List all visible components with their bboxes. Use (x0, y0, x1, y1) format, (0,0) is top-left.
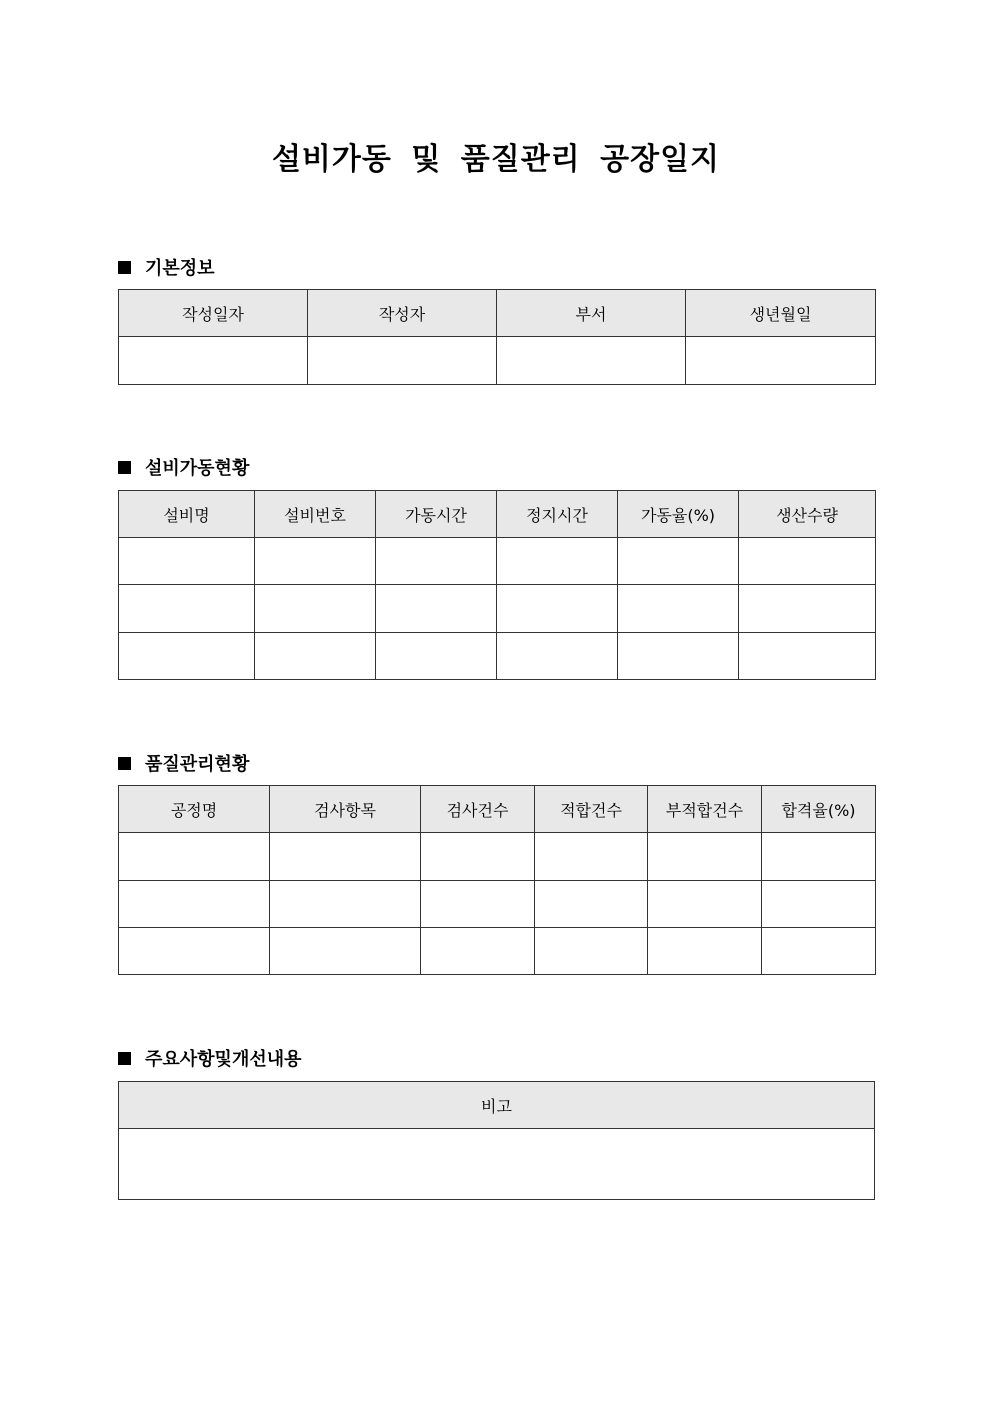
header-cell: 부적합건수 (648, 786, 762, 833)
table-cell[interactable] (421, 833, 535, 881)
header-cell: 설비번호 (255, 491, 376, 538)
table-cell[interactable] (618, 538, 739, 585)
table-row (119, 633, 876, 680)
table-header-row (119, 786, 876, 833)
document-title: 설비가동 및 품질관리 공장일지 (271, 142, 721, 177)
table-cell[interactable] (119, 585, 255, 633)
table-cell[interactable] (119, 538, 255, 585)
table-cell[interactable] (119, 833, 270, 881)
table-cell[interactable] (421, 881, 535, 928)
header-cell: 정지시간 (497, 491, 618, 538)
table-cell[interactable] (255, 538, 376, 585)
input-cell-author[interactable] (308, 337, 497, 385)
table-cell[interactable] (421, 928, 535, 975)
remarks-header: 비고 (119, 1082, 875, 1129)
table-header-row (119, 491, 876, 538)
notes-table (118, 1081, 875, 1200)
header-cell: 검사건수 (421, 786, 535, 833)
table-cell[interactable] (119, 633, 255, 680)
table-row (119, 881, 876, 928)
table-cell[interactable] (535, 928, 648, 975)
header-cell: 공정명 (119, 786, 270, 833)
header-cell: 검사항목 (270, 786, 421, 833)
section-title-label: 기본정보 (145, 258, 215, 279)
table-row (119, 337, 876, 385)
input-cell-department[interactable] (497, 337, 686, 385)
table-cell[interactable] (376, 538, 497, 585)
header-cell: 생년월일 (686, 290, 876, 337)
square-bullet-icon (118, 757, 131, 770)
table-cell[interactable] (270, 881, 421, 928)
table-cell[interactable] (270, 928, 421, 975)
table-cell[interactable] (255, 633, 376, 680)
table-row (119, 585, 876, 633)
remarks-content-cell[interactable] (119, 1129, 875, 1200)
table-cell[interactable] (739, 585, 876, 633)
basic-info-table (118, 289, 876, 385)
section-title-notes (118, 1045, 302, 1071)
header-cell: 작성자 (308, 290, 497, 337)
table-cell[interactable] (497, 585, 618, 633)
table-cell[interactable] (739, 633, 876, 680)
table-cell[interactable] (497, 633, 618, 680)
header-cell: 적합건수 (535, 786, 648, 833)
square-bullet-icon (118, 1052, 131, 1065)
header-cell: 합격율(%) (762, 786, 876, 833)
table-cell[interactable] (739, 538, 876, 585)
input-cell-date[interactable] (119, 337, 308, 385)
section-title-quality (118, 750, 249, 776)
table-cell[interactable] (119, 928, 270, 975)
section-title-label: 주요사항및개선내용 (145, 1049, 302, 1070)
table-cell[interactable] (376, 585, 497, 633)
quality-table (118, 785, 876, 975)
table-cell[interactable] (119, 881, 270, 928)
header-cell: 생산수량 (739, 491, 876, 538)
input-cell-birthdate[interactable] (686, 337, 876, 385)
square-bullet-icon (118, 461, 131, 474)
table-row (119, 833, 876, 881)
table-cell[interactable] (255, 585, 376, 633)
table-cell[interactable] (762, 881, 876, 928)
table-header-row (119, 1082, 875, 1129)
header-cell: 가동시간 (376, 491, 497, 538)
table-row (119, 928, 876, 975)
table-cell[interactable] (762, 833, 876, 881)
table-cell[interactable] (535, 881, 648, 928)
square-bullet-icon (118, 261, 131, 274)
table-row (119, 1129, 875, 1200)
header-cell: 작성일자 (119, 290, 308, 337)
table-cell[interactable] (497, 538, 618, 585)
table-row (119, 538, 876, 585)
table-cell[interactable] (618, 585, 739, 633)
table-cell[interactable] (618, 633, 739, 680)
table-cell[interactable] (535, 833, 648, 881)
section-title-label: 품질관리현황 (145, 754, 250, 775)
equipment-table (118, 490, 876, 680)
section-title-label: 설비가동현황 (145, 458, 250, 479)
table-cell[interactable] (648, 881, 762, 928)
header-cell: 부서 (497, 290, 686, 337)
table-cell[interactable] (270, 833, 421, 881)
section-title-equipment (118, 454, 249, 480)
header-cell: 설비명 (119, 491, 255, 538)
table-cell[interactable] (648, 833, 762, 881)
header-cell: 가동율(%) (618, 491, 739, 538)
table-cell[interactable] (762, 928, 876, 975)
section-title-basic-info (118, 254, 215, 280)
table-cell[interactable] (376, 633, 497, 680)
table-cell[interactable] (648, 928, 762, 975)
table-header-row (119, 290, 876, 337)
